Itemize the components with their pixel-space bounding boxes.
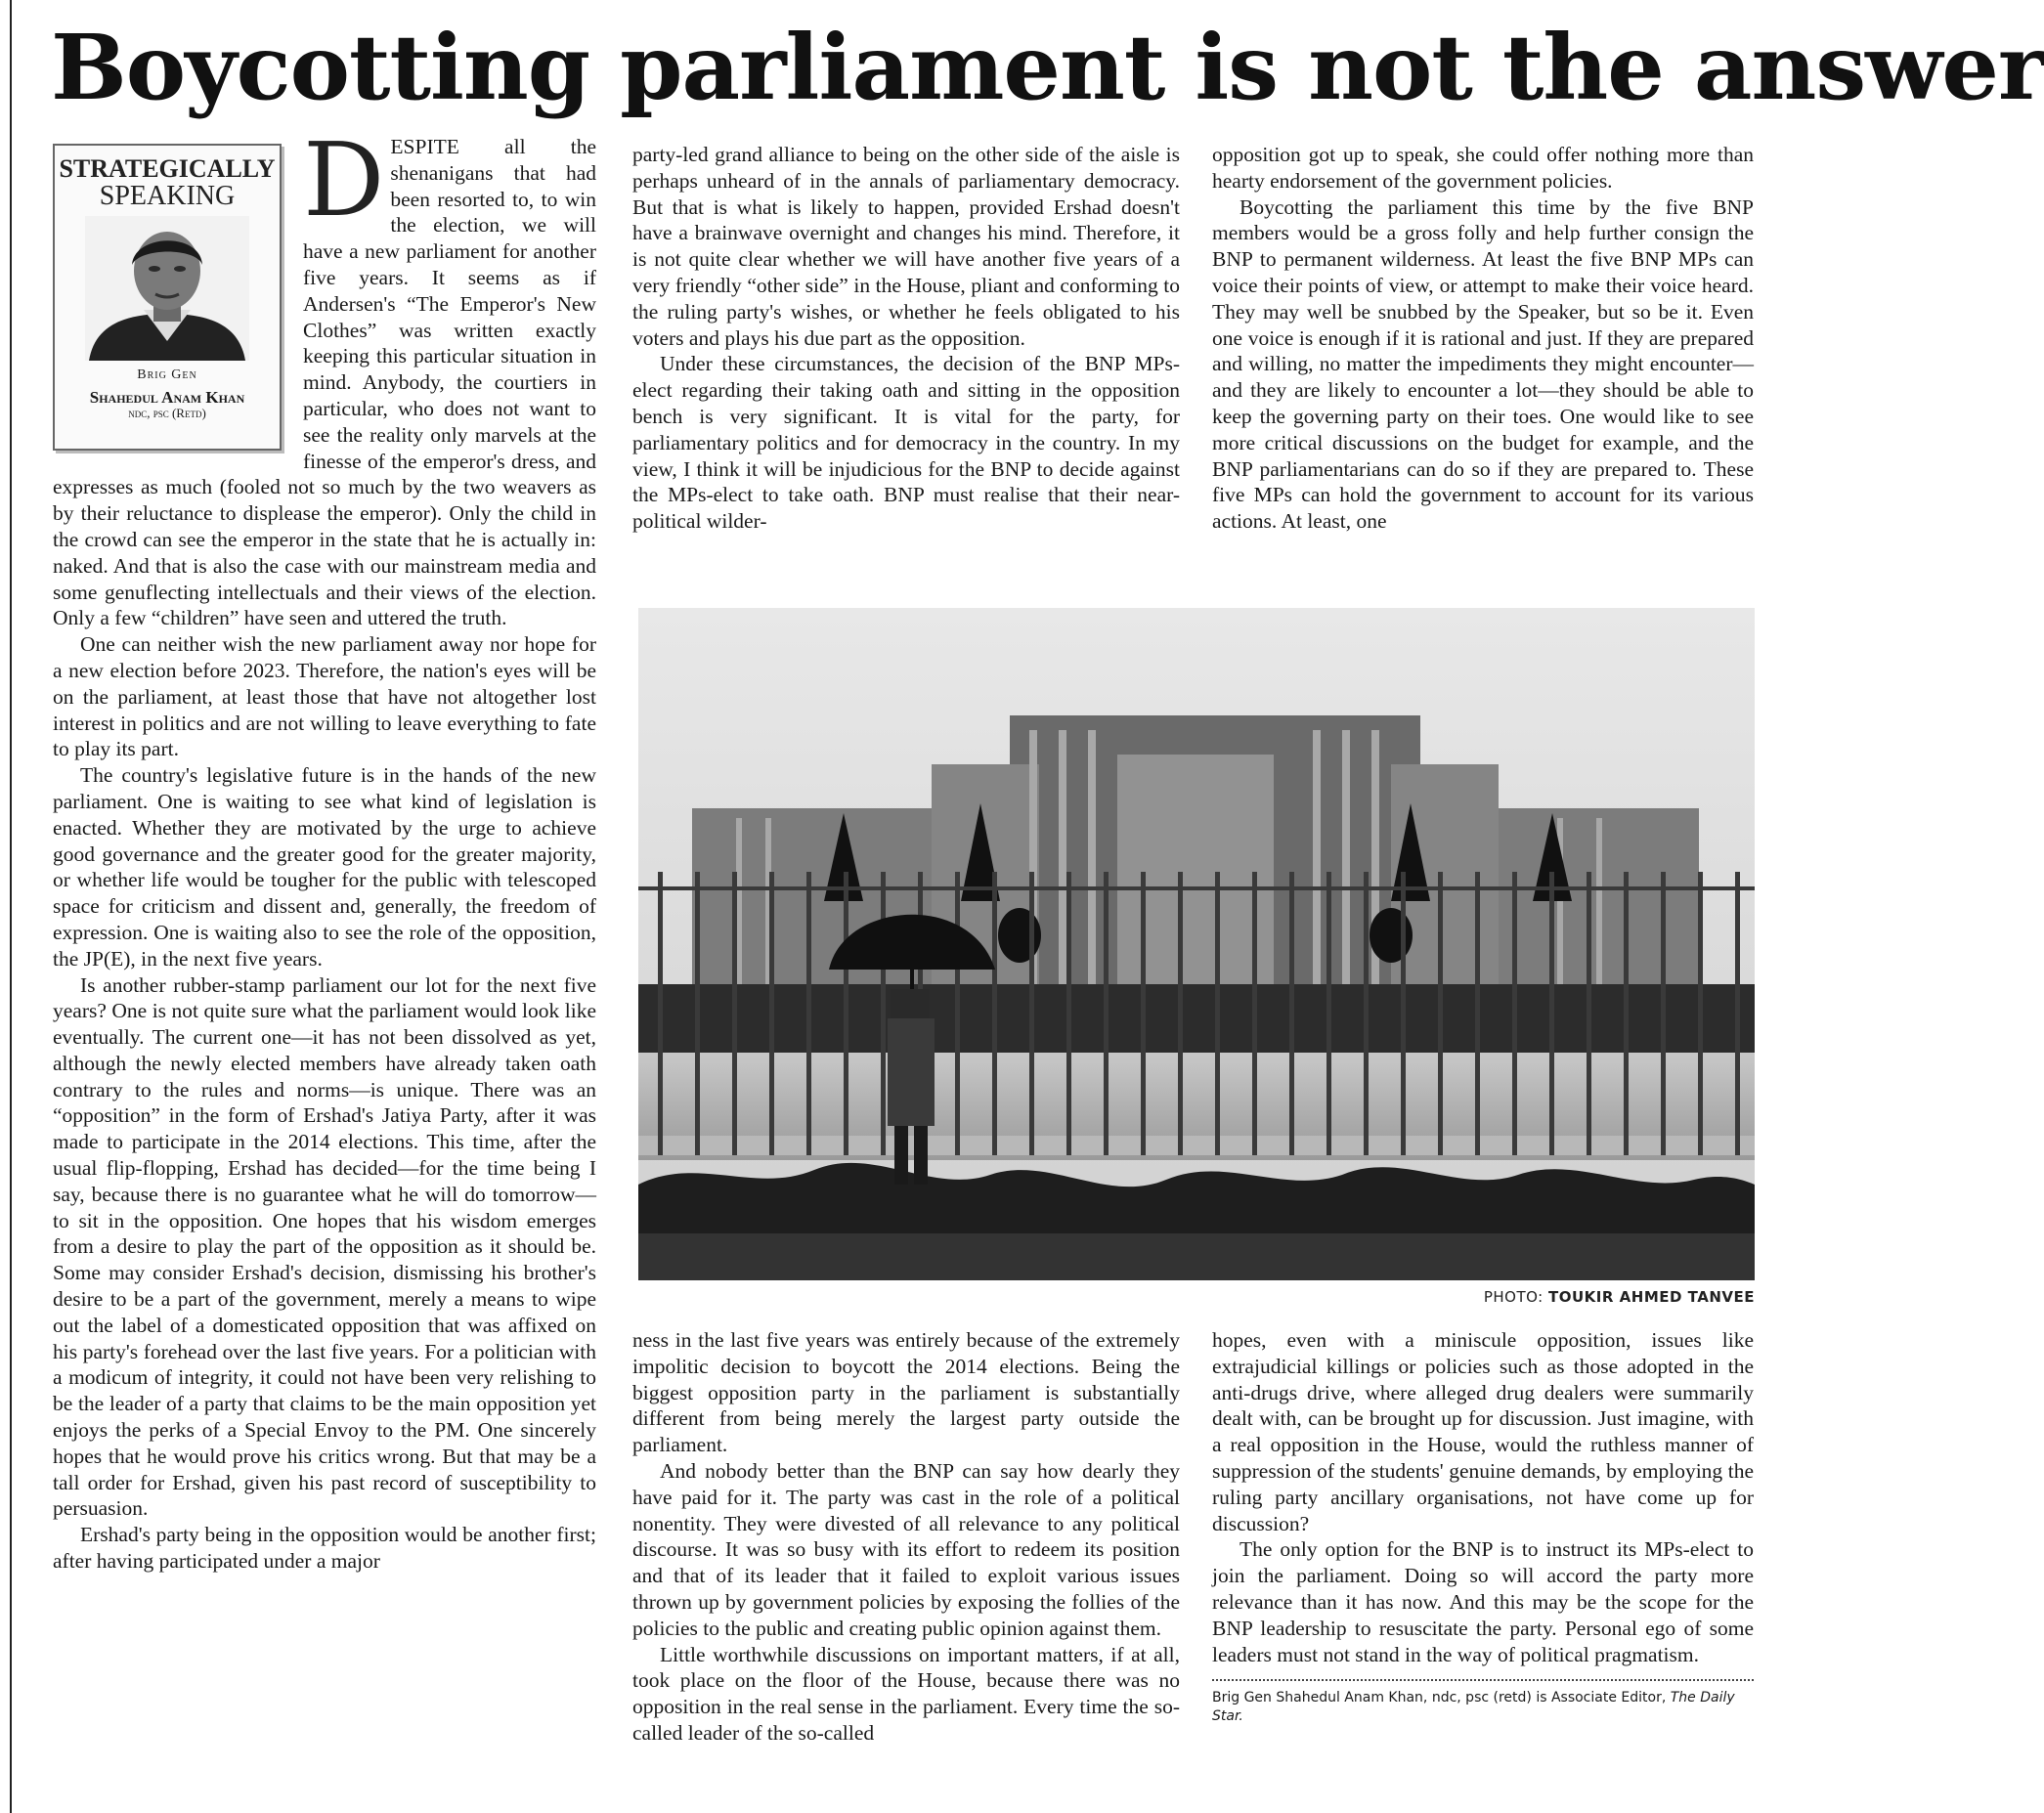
paragraph-c3-1: opposition got up to speak, she could offer nothing more than hearty endorsement of the government policies. [1212,143,1754,193]
column-label-sub: SPEAKING [99,181,236,211]
drop-cap: D [303,120,385,239]
column-2-top [632,142,1180,535]
photo-credit-name: TOUKIR AHMED TANVEE [1548,1288,1755,1306]
drop-cap-rest: ESPITE [390,135,459,158]
paragraph-c3b-2: The only option for the BNP is to instruct its MPs-elect to join the parliament. Doing so will accord the party more relevance than it has now. And this may be the scope for the BNP leadership to resuscitate the party. Personal ego of some leaders must not stand in the way of political pragmatism. [1212,1537,1754,1666]
author-name: Shahedul Anam Khan [89,387,245,407]
paragraph-5: Ershad's party being in the opposition would be another first; after having participated under a major [53,1523,596,1574]
column-label: STRATEGICALLY [59,154,276,183]
column-2-bottom [632,1327,1180,1747]
paragraph-3: The country's legislative future is in the hands of the new parliament. One is waiting to see what kind of legislation is enacted. Whether they are motivated by the urge to achieve good governance and the greater good for the greater majority, or whether life would be tougher for the public with telescoped space for criticism and dissent and, generally, the freedom of expression. One is waiting also to see the role of the opposition, the JP(E), in the next five years. [53,763,596,971]
author-credentials: ndc, psc (Retd) [128,405,206,420]
paragraph-1-text: all the shenanigans that had been resorted to, to win the election, we will have a new parliament for another five years. It seems as if Andersen's “The Emperor's New Clothes” was written exactly keeping this particular situation in mind. Anybody, the courtiers in particular, who does not want to see the reality only marvels at the finesse of the emperor's dress, and expresses as much (fooled not so much by the two weavers as by their reluctance to displease the emperor). Only the child in the crowd can see the emperor in the state that he is actually in: naked. And that is also the case with our mainstream media and some genuflecting intellectuals and their views of the election. Only a few “children” have seen and uttered the truth. [53,135,596,630]
paragraph-c2b-3: Little worthwhile discussions on important matters, if at all, took place on the floor of the House, because there was no opposition in the real sense in the parliament. Every time the so-called leader of the so-called [632,1642,1180,1745]
parliament-photo-image [638,608,1755,1280]
author-footnote-text: Brig Gen Shahedul Anam Khan, ndc, psc (retd) is Associate Editor, [1212,1690,1671,1706]
paragraph-c2b-1: ness in the last five years was entirely because of the extremely impolitic decision to boycott the 2014 elections. Being the biggest opposition party in the parliament is substantially different from being merely the largest party outside the parliament. [632,1328,1180,1457]
author-portrait [85,216,249,361]
paragraph-4: Is another rubber-stamp parliament our lot for the next five years? One is not quite sure what the parliament would look like eventually. The current one—it has not been dissolved as yet, although the newly elected members have already taken oath contrary to the rules and norms—is unique. There was an “opposition” in the form of Ershad's Jatiya Party, after it was made to participate in the 2014 elections. This time, after the usual flip-flopping, Ershad has decided—for the time being I say, because there is no guarantee what he will do tomorrow—to sit in the opposition. One hopes that his wisdom emerges from a desire to play the part of the opposition as it should be. Some may consider Ershad's decision, dismissing his brother's desire to be a part of the government, merely a means to wipe out the label of a domesticated opposition that was affixed on his party's forehead over the last five years. For a politician with a modicum of integrity, it could not have been very relishing to be the leader of a party that claims to be the main opposition yet enjoys the perks of a Special Envoy to the PM. One sincerely hopes that he would prove his critics wrong. But that may be a tall order for Ershad, given his past record of susceptibility to persuasion. [53,972,596,1521]
page-edge-rule [10,0,12,1813]
author-footnote [1212,1679,1754,1726]
parliament-photo [638,608,1755,1280]
paragraph-c2-1: party-led grand alliance to being on the other side of the aisle is perhaps unheard of in the annals of parliamentary democracy. But that is what is likely to happen, provided Ershad doesn't have a brainwave overnight and changes his mind. Therefore, it is not quite clear whether we will have another five years of a very friendly “other side” in the House, pliant and conforming to the ruling party's wishes, or whether he feels obligated to his voters and plays his due part as the opposition. [632,143,1180,350]
paragraph-c2b-2: And nobody better than the BNP can say how dearly they have paid for it. The party was cast in the role of a political nonentity. They were divested of all relevance to any political discourse. It was so busy with its effort to redeem its position and that of its leader that it failed to exploit various issues thrown up by government policies by exposing the follies of the policies to the public and creating public opinion against them. [632,1458,1180,1640]
paragraph-c3b-1: hopes, even with a miniscule opposition, issues like extrajudicial killings or policies such as those adopted in the anti-drugs drive, where alleged drug dealers were summarily dealt with, can be brought up for discussion. Just imagine, with a real opposition in the House, would the ruthless manner of suppression of the students' genuine demands, by employing the ruling party ancillary organisations, not have come up for discussion? [1212,1328,1754,1535]
publication-name: The Daily Star. [1212,1690,1735,1725]
column-3-bottom [1212,1327,1754,1726]
author-box [53,144,282,451]
photo-credit-prefix: PHOTO: [1483,1288,1549,1306]
paragraph-c3-2: Boycotting the parliament this time by the five BNP members would be a gross folly and help further consign the BNP to permanent wilderness. At least the five BNP MPs can voice their points of view, or attempt to make their voice heard. They may well be snubbed by the Speaker, but so be it. Even one voice is enough if it is rational and just. If they are prepared and willing, no matter the impediments they might encounter—and they are likely to encounter a lot—they should be able to keep the governing party on their toes. One would like to see more critical discussions on the budget for example, and the BNP parliamentarians can do so if they are prepared to. These five MPs can hold the government to account for its various actions. At least, one [1212,194,1754,534]
paragraph-c2-2: Under these circumstances, the decision of the BNP MPs-elect regarding their taking oath and sitting in the opposition bench is very significant. It is vital for the party, for parliamentary politics and for democracy in the country. In my view, I think it will be injudicious for the BNP to decide against the MPs-elect to take oath. BNP must realise that their near-political wilder- [632,352,1180,534]
author-rank: Brig Gen [137,367,197,382]
paragraph-2: One can neither wish the new parliament away nor hope for a new election before 2023. Therefore, the nation's eyes will be on the parliament, at least those that have not altogether lost interest in politics and are not willing to leave everything to fate to play its part. [53,632,596,761]
photo-credit [1484,1288,1755,1306]
column-3-top [1212,142,1754,535]
headline: Boycotting parliament is not the answer [51,15,2044,120]
column-1 [53,120,596,1575]
